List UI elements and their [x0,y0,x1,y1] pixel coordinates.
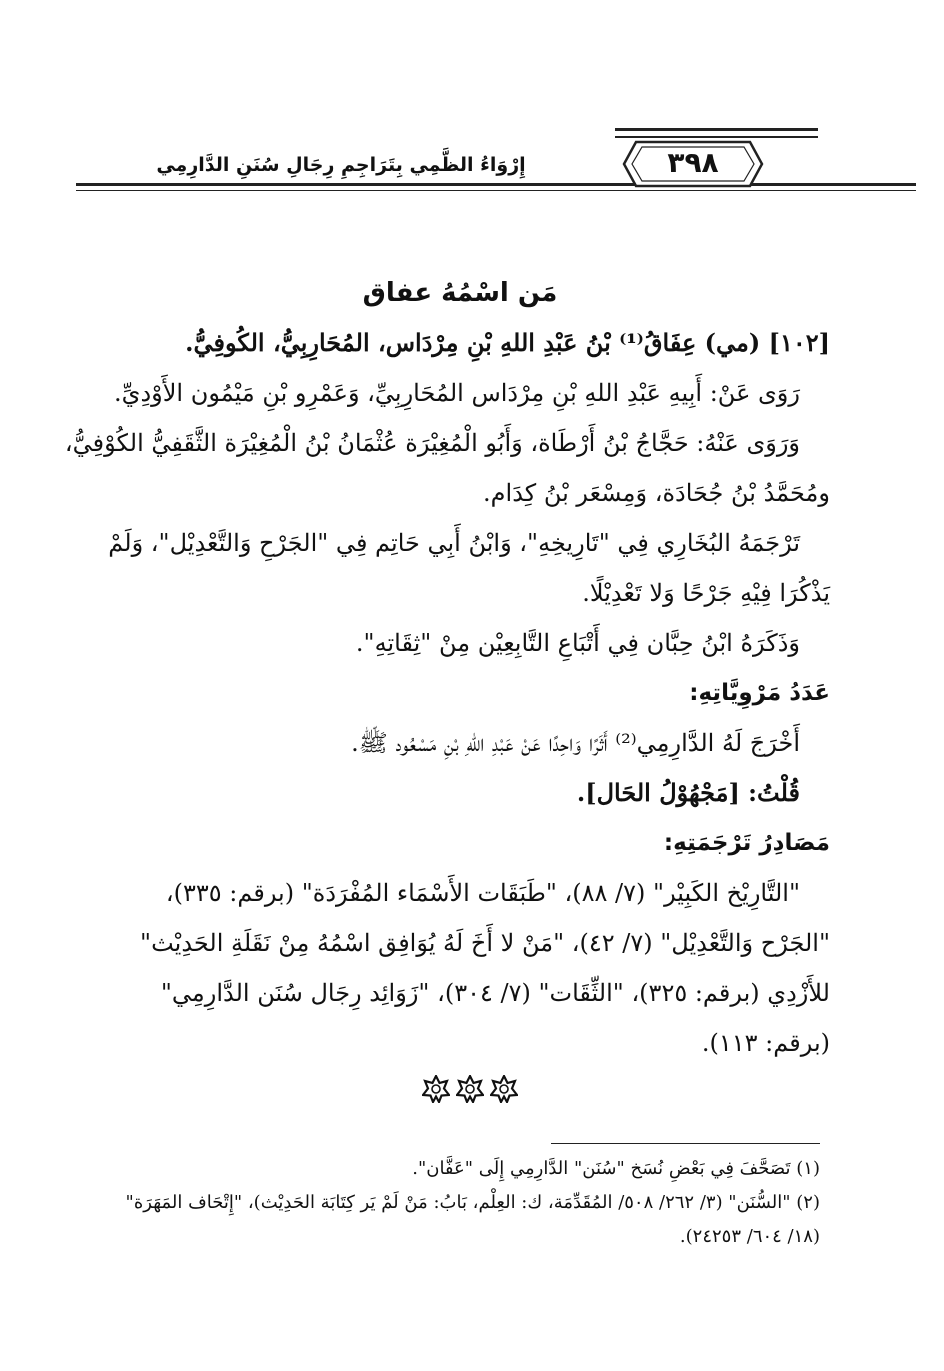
section-heading: مَن اسْمُهُ عفاق [362,278,558,308]
sources-line: (برقم: ١١٣). [701,1029,830,1057]
author-verdict: قُلْتُ: [مَجْهُوْلُ الحَال]. [576,778,800,807]
narrated-from: رَوَى عَنْ: أَبِيهِ عَبْدِ اللهِ بْنِ مِرْدَاس المُحَارِبِيِّ، وَعَمْرِو بْنِ مَيْمُون الأَوْدِيِّ. [114,379,800,407]
sources-line: "الجَرْح وَالتَّعْدِيْل" (٧/ ٤٢)، "مَنْ لا أَخَ لَهُ يُوَافِق اسْمُهُ مِنْ نَقَلَةِ الحَدِيْث" [140,929,830,957]
section-separator [420,1075,520,1105]
narrations-count: أَخْرَجَ لَهُ الدَّارِمِي⁽²⁾ أَثَرًا وَاحِدًا عَنْ عَبْدِ اللهِ بْنِ مَسْعُود ﷺ. [351,729,800,757]
narrations-count-heading: عَدَدُ مَرْوِيَّاتِهِ: [689,680,830,706]
header-rule [76,190,916,191]
biography-note: تَرْجَمَهُ البُخَارِي فِي "تَارِيخِهِ"، وَابْنُ أَبِي حَاتِم فِي "الجَرْحِ وَالتَّعْدِيْل"، وَلَمْ [108,529,800,557]
page-header [76,128,916,198]
biography-note-cont: يَذْكُرَا فِيْهِ جَرْحًا وَلا تَعْدِيْلًا. [582,579,830,607]
sources-line: "التَّارِيْخ الكَبِيْر" (٧/ ٨٨)، "طَبَقَات الأَسْمَاء المُفْرَدَة" (برقم: ٣٣٥)، [165,879,800,907]
ibn-hibban-note: وَذَكَرَهُ ابْنُ حِبَّان فِي أَتْبَاعِ التَّابِعِيْن مِنْ "ثِقَاتِهِ". [355,629,800,657]
sources-line: للأَزْدِي (برقم: ٣٢٥)، "الثِّقَات" (٧/ ٣٠٤)، "زَوَائِد رِجَال سُنَن الدَّارِمِي" [160,979,830,1007]
footnote-1: (١) تَصَحَّفَ فِي بَعْضِ نُسَخ "سُنَن" الدَّارِمِي إِلَى "عَفَّان". [412,1158,820,1179]
star-ornament-icon [456,1075,484,1103]
footnote-2: (٢) "السُّنَن" (٣/ ٢٦٢/ ٥٠٨/ المُقَدِّمَة، ك: العِلْم، بَابُ: مَنْ لَمْ يَر كِتَابَة الحَدِيْث)، "إِتْحَاف المَهَرَة" [125,1192,820,1213]
footnote-2-cont: (١٨/ ٦٠٤/ ٢٤٢٥٣). [679,1226,820,1247]
star-ornament-icon [490,1075,518,1103]
running-title: إِرْوَاءُ الظَّمِي بِتَرَاجِمِ رِجَالِ سُنَنِ الدَّارِمِي [156,154,526,176]
footnote-rule [551,1143,820,1144]
footnotes [100,1152,820,1254]
sources-heading: مَصَادِرُ تَرْجَمَتِهِ: [663,830,830,856]
page-number-frame [622,138,764,190]
entry-title: [١٠٢] (مي) عِفَاقُ⁽¹⁾ بْنُ عَبْدِ اللهِ بْنِ مِرْدَاس، المُحَارِبِيُّ، الكُوفِيُّ. [185,328,830,357]
narrated-by-cont: ومُحَمَّدُ بْنُ جُحَادَة، وَمِسْعَر بْنُ كِدَام. [483,479,830,507]
header-rule [76,183,916,186]
star-ornament-icon [422,1075,450,1103]
narrated-by: وَرَوَى عَنْهُ: حَجَّاجُ بْنُ أَرْطَاة، وَأَبُو الْمُغِيْرَة عُثْمَانُ بْنُ الْمُغِيْرَة الثَّقَفِيُّ الكُوْفِيُّ، [64,429,800,457]
header-rule [615,128,818,131]
page-number: ٣٩٨ [667,146,719,179]
entry-body [64,270,830,1068]
